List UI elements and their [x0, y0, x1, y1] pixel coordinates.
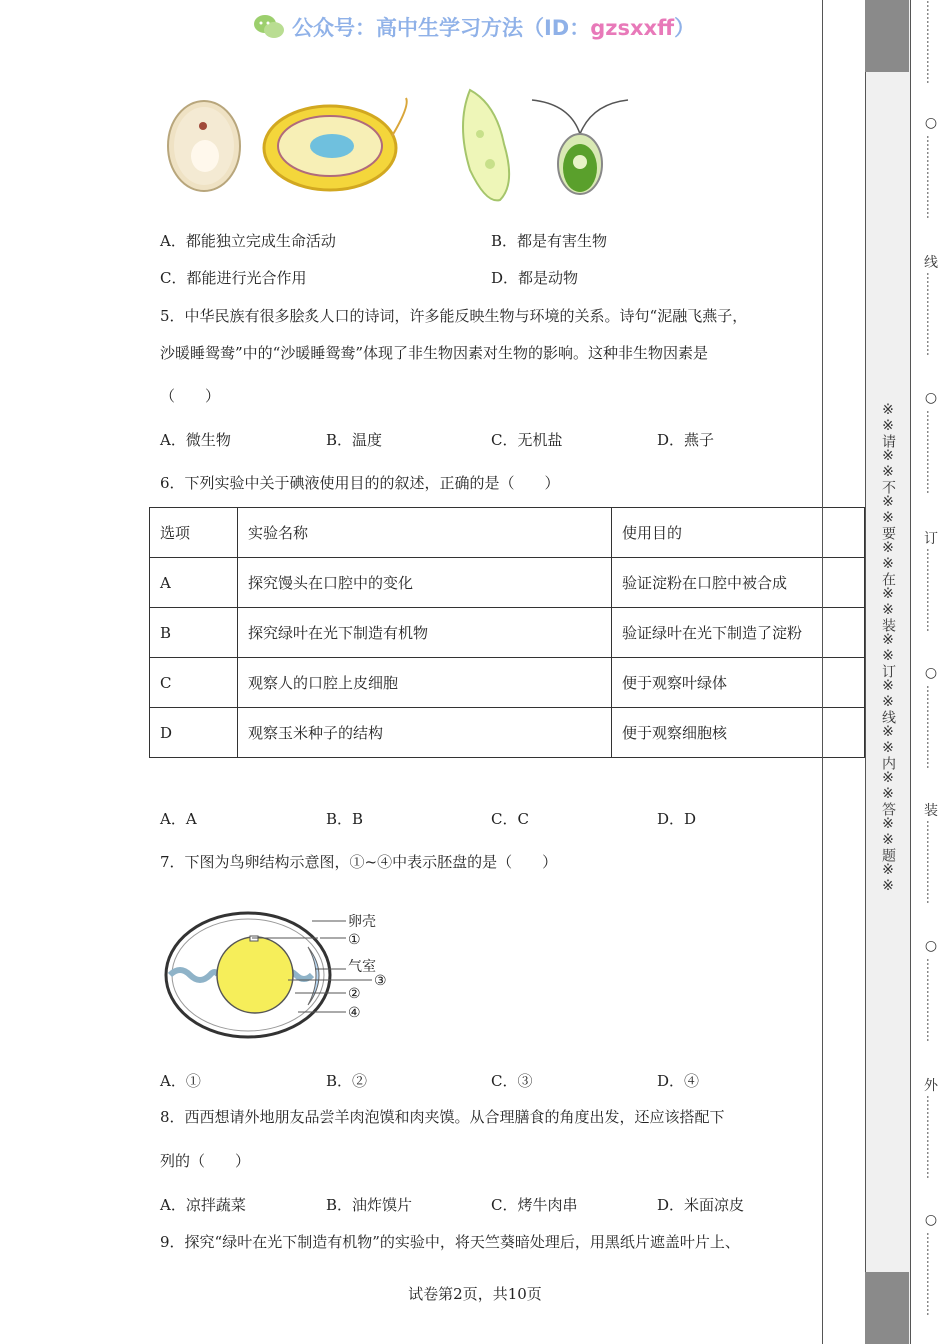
- binding-label-wai: 外: [924, 1078, 938, 1094]
- table-cell: 验证淀粉在口腔中被合成: [612, 558, 865, 608]
- circle-marker: ○: [924, 1212, 938, 1228]
- label-air-chamber: 气室: [348, 959, 376, 975]
- table-cell: 便于观察叶绿体: [612, 658, 865, 708]
- q5-stem-line1: 5．中华民族有很多脍炙人口的诗词，许多能反映生物与环境的关系。诗句“泥融飞燕子，: [160, 307, 748, 325]
- q7-option-c: C．③: [491, 1072, 533, 1090]
- binding-label-line: 线: [924, 255, 938, 271]
- dotted-line: …………………: [924, 820, 938, 904]
- q7-option-a: A．①: [160, 1072, 201, 1090]
- q8-option-a: A．凉拌蔬菜: [160, 1196, 246, 1214]
- table-cell: C: [150, 658, 238, 708]
- q4-option-d: D．都是动物: [491, 269, 579, 287]
- q6-option-a: A．A: [160, 810, 197, 828]
- table-cell: 观察人的口腔上皮细胞: [238, 658, 612, 708]
- table-row: [150, 658, 865, 708]
- table-row: [150, 708, 865, 758]
- binding-label-ding: 订: [924, 531, 938, 547]
- table-cell: 便于观察细胞核: [612, 708, 865, 758]
- dotted-line: …………………: [924, 1232, 938, 1316]
- watermark-id: gzsxxff: [590, 16, 675, 40]
- label-3: ③: [374, 973, 387, 989]
- watermark-suffix: ）: [674, 16, 696, 40]
- dotted-line: …………………: [924, 958, 938, 1042]
- binding-strip-bottom-block: [865, 1272, 909, 1344]
- q8-stem-line2: 列的（ ）: [160, 1152, 251, 1170]
- paramecium-image: [450, 84, 520, 208]
- q8-stem-line1: 8．西西想请外地朋友品尝羊肉泡馍和肉夹馍。从合理膳食的角度出发，还应该搭配下: [160, 1108, 725, 1126]
- bird-egg-diagram: [160, 905, 400, 1045]
- chlamydomonas-image: [530, 94, 630, 200]
- dotted-line: …………………: [924, 0, 938, 84]
- egg-cell-image: [165, 98, 243, 194]
- circle-marker: ○: [924, 390, 938, 406]
- q8-option-c: C．烤牛肉串: [491, 1196, 578, 1214]
- q6-option-d: D．D: [657, 810, 697, 828]
- circle-marker: ○: [924, 665, 938, 681]
- table-cell: 探究绿叶在光下制造有机物: [238, 608, 612, 658]
- label-1: ①: [348, 932, 361, 948]
- q5-answer-blank: （ ）: [160, 387, 221, 405]
- q7-option-b: B．②: [326, 1072, 368, 1090]
- wechat-icon: [252, 13, 286, 41]
- table-header-cell: 选项: [150, 508, 238, 558]
- header-watermark: [292, 12, 695, 42]
- q8-option-d: D．米面凉皮: [657, 1196, 745, 1214]
- q6-option-b: B．B: [326, 810, 364, 828]
- dotted-line: …………………: [924, 272, 938, 356]
- dotted-line: …………………: [924, 548, 938, 632]
- label-2: ②: [348, 986, 361, 1002]
- bacterium-image: [260, 96, 418, 196]
- q7-option-d: D．④: [657, 1072, 700, 1090]
- table-row: [150, 608, 865, 658]
- table-cell: B: [150, 608, 238, 658]
- binding-label-zhuang: 装: [924, 803, 938, 819]
- dotted-line: …………………: [924, 1095, 938, 1179]
- q8-option-b: B．油炸馍片: [326, 1196, 413, 1214]
- table-cell: A: [150, 558, 238, 608]
- table-cell: 探究馒头在口腔中的变化: [238, 558, 612, 608]
- circle-marker: ○: [924, 938, 938, 954]
- page-footer: 试卷第2页，共10页: [408, 1285, 542, 1303]
- q5-option-c: C．无机盐: [491, 431, 563, 449]
- dotted-line: …………………: [924, 410, 938, 494]
- watermark-prefix: 公众号：高中生学习方法（ID：: [292, 16, 591, 40]
- q4-option-c: C．都能进行光合作用: [160, 269, 307, 287]
- q5-stem-line2: 沙暖睡鸳鸯”中的“沙暖睡鸳鸯”体现了非生物因素对生物的影响。这种非生物因素是: [160, 344, 709, 362]
- q6-stem: 6．下列实验中关于碘液使用目的的叙述，正确的是（ ）: [160, 474, 560, 492]
- q4-option-b: B．都是有害生物: [491, 232, 608, 250]
- label-shell: 卵壳: [348, 914, 376, 930]
- circle-marker: ○: [924, 115, 938, 131]
- q5-option-b: B．温度: [326, 431, 383, 449]
- binding-warning-text: ※※请※※不※※要※※在※※装※※订※※线※※内※※答※※题※※: [880, 402, 896, 894]
- table-header-cell: 实验名称: [238, 508, 612, 558]
- dotted-line: …………………: [924, 135, 938, 219]
- label-4: ④: [348, 1005, 361, 1021]
- table-cell: D: [150, 708, 238, 758]
- q5-option-d: D．燕子: [657, 431, 715, 449]
- table-header-row: [150, 508, 865, 558]
- q5-option-a: A．微生物: [160, 431, 231, 449]
- table-row: [150, 558, 865, 608]
- q6-option-c: C．C: [491, 810, 529, 828]
- binding-border: [822, 0, 823, 1344]
- q9-stem-line1: 9．探究“绿叶在光下制造有机物”的实验中，将天竺葵暗处理后，用黑纸片遮盖叶片上、: [160, 1233, 740, 1251]
- binding-strip-top-block: [865, 0, 909, 72]
- table-cell: 观察玉米种子的结构: [238, 708, 612, 758]
- q6-table: [149, 507, 865, 758]
- q7-stem: 7．下图为鸟卵结构示意图，①~④中表示胚盘的是（ ）: [160, 853, 558, 871]
- q4-option-a: A．都能独立完成生命活动: [160, 232, 336, 250]
- table-header-cell: 使用目的: [612, 508, 865, 558]
- dotted-line: …………………: [924, 685, 938, 769]
- table-cell: 验证绿叶在光下制造了淀粉: [612, 608, 865, 658]
